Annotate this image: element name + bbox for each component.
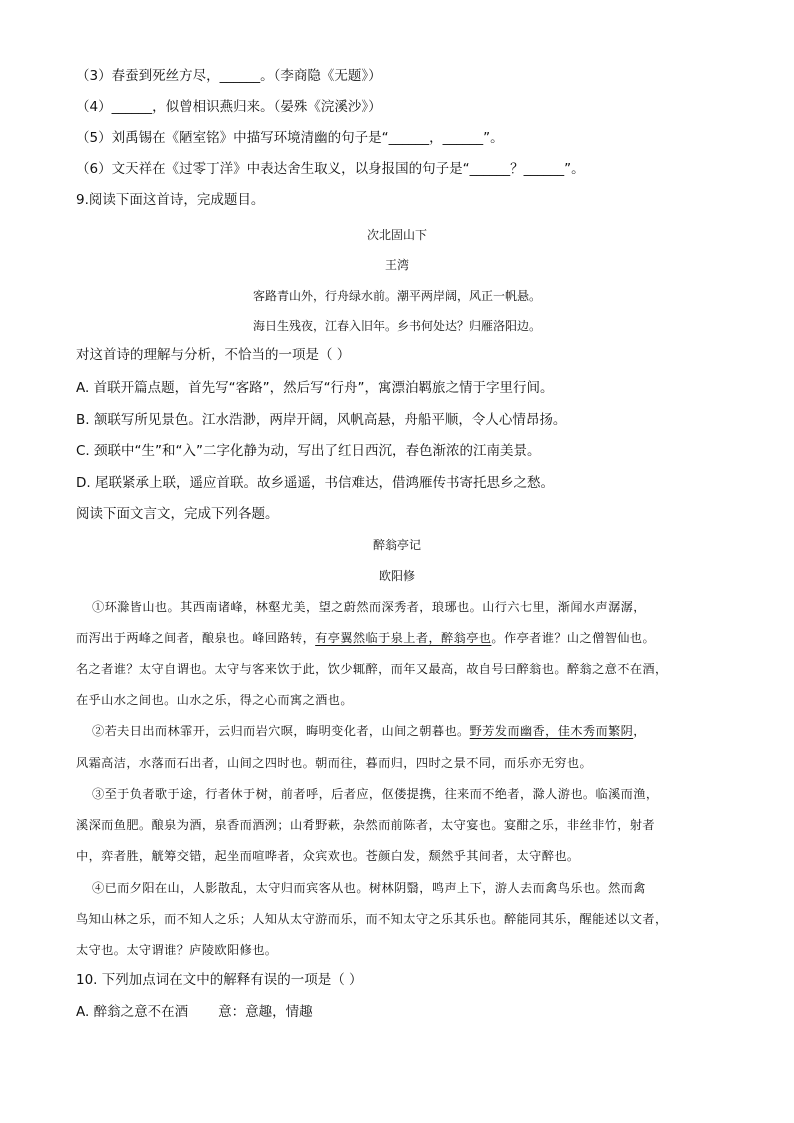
q9-option-b: B. 颔联写所见景色。江水浩渺，两岸开阔，风帆高悬，舟船平顺，令人心情昂扬。 [76,412,567,428]
underlined-sentence: 有亭翼然临于泉上者，醉翁亭也 [315,631,492,645]
text: ④已而夕阳在山，人影散乱，太守归而宾客从也。树林阴翳，鸣声上下，游人去而禽鸟乐也。然而禽 [92,881,646,895]
q8-item-3: （3）春蚕到死丝方尽，______。（李商隐《无题》） [76,68,382,84]
essay-p4-line-3: 太守也。太守谓谁？庐陵欧阳修也。 [76,943,278,957]
q8-item-4: （4）______，似曾相识燕归来。（晏殊《浣溪沙》） [76,99,382,115]
text: 而泻出于两峰之间者，酿泉也。峰回路转， [76,631,316,645]
essay-p1-line-2 [76,628,720,648]
essay-title: 醉翁亭记 [372,538,421,552]
poem-author: 王湾 [384,258,409,272]
essay-p3-line-3: 中，弈者胜，觥筹交错，起坐而喧哗者，众宾欢也。苍颜白发，颓然乎其间者，太守醉也。 [76,849,580,863]
essay-p2-line-1 [76,721,720,741]
q10-question: 10. 下列加点词在文中的解释有误的一项是（ ） [76,972,363,988]
q8-item-6: （6）文天祥在《过零丁洋》中表达舍生取义，以身报国的句子是“______？______”。 [76,161,585,177]
text: ②若夫日出而林霏开，云归而岩穴暝，晦明变化者，山间之朝暮也。 [92,724,470,738]
poem-title: 次北固山下 [366,228,427,242]
essay-author: 欧阳修 [378,569,415,583]
text: 。作亭者谁？山之僧智仙也。 [491,631,656,645]
q9-intro: 9.阅读下面这首诗，完成题目。 [76,192,265,208]
text: ①环滁皆山也。其西南诸峰，林壑尤美，望之蔚然而深秀者，琅琊也。山行六七里，渐闻水声潺潺， [92,600,646,614]
q9-option-a: A. 首联开篇点题，首先写“客路”，然后写“行舟”，寓漂泊羁旅之情于字里行间。 [76,380,554,396]
q8-item-5: （5）刘禹锡在《陋室铭》中描写环境清幽的句子是“______，______”。 [76,130,504,146]
essay-p1-line-1 [76,597,720,617]
essay-p2-line-2: 风霜高洁，水落而石出者，山间之四时也。朝而往，暮而归，四时之景不同，而乐亦无穷也。 [76,756,593,770]
essay-p1-line-4: 在乎山水之间也。山水之乐，得之心而寓之酒也。 [76,693,353,707]
essay-p1-line-3: 名之者谁？太守自谓也。太守与客来饮于此，饮少辄醉，而年又最高，故自号曰醉翁也。醉翁之意不在酒， [76,662,668,676]
q9-option-c: C. 颈联中“生”和“入”二字化静为动，写出了红日西沉，春色渐浓的江南美景。 [76,443,541,459]
essay-p3-line-1 [76,784,720,804]
q9-question: 对这首诗的理解与分析，不恰当的一项是（ ） [76,347,351,363]
poem-line-2: 海日生残夜，江春入旧年。乡书何处达？归雁洛阳边。 [252,319,541,333]
essay-p4-line-2: 鸟知山林之乐，而不知人之乐；人知从太守游而乐，而不知太守之乐其乐也。醉能同其乐，醒能述以文者， [76,912,668,926]
text: ③至于负者歌于途，行者休于树，前者呼，后者应，伛偻提携，往来而不绝者，滁人游也。临溪而渔， [92,787,659,801]
q10-option-a: A. 醉翁之意不在酒 意：意趣，情趣 [76,1004,313,1020]
reading-intro: 阅读下面文言文，完成下列各题。 [76,506,279,522]
essay-p4-line-1 [76,878,720,898]
poem-line-1: 客路青山外，行舟绿水前。潮平两岸阔，风正一帆悬。 [252,289,541,303]
text: ， [633,724,646,738]
q9-option-d: D. 尾联紧承上联，遥应首联。故乡遥遥，书信难达，借鸿雁传书寄托思乡之愁。 [76,475,554,491]
underlined-sentence: 野芳发而幽香，佳木秀而繁阴 [469,724,634,738]
essay-p3-line-2: 溪深而鱼肥。酿泉为酒，泉香而酒洌；山肴野蔌，杂然而前陈者，太守宴也。宴酣之乐，非丝非竹，射者 [76,818,656,832]
